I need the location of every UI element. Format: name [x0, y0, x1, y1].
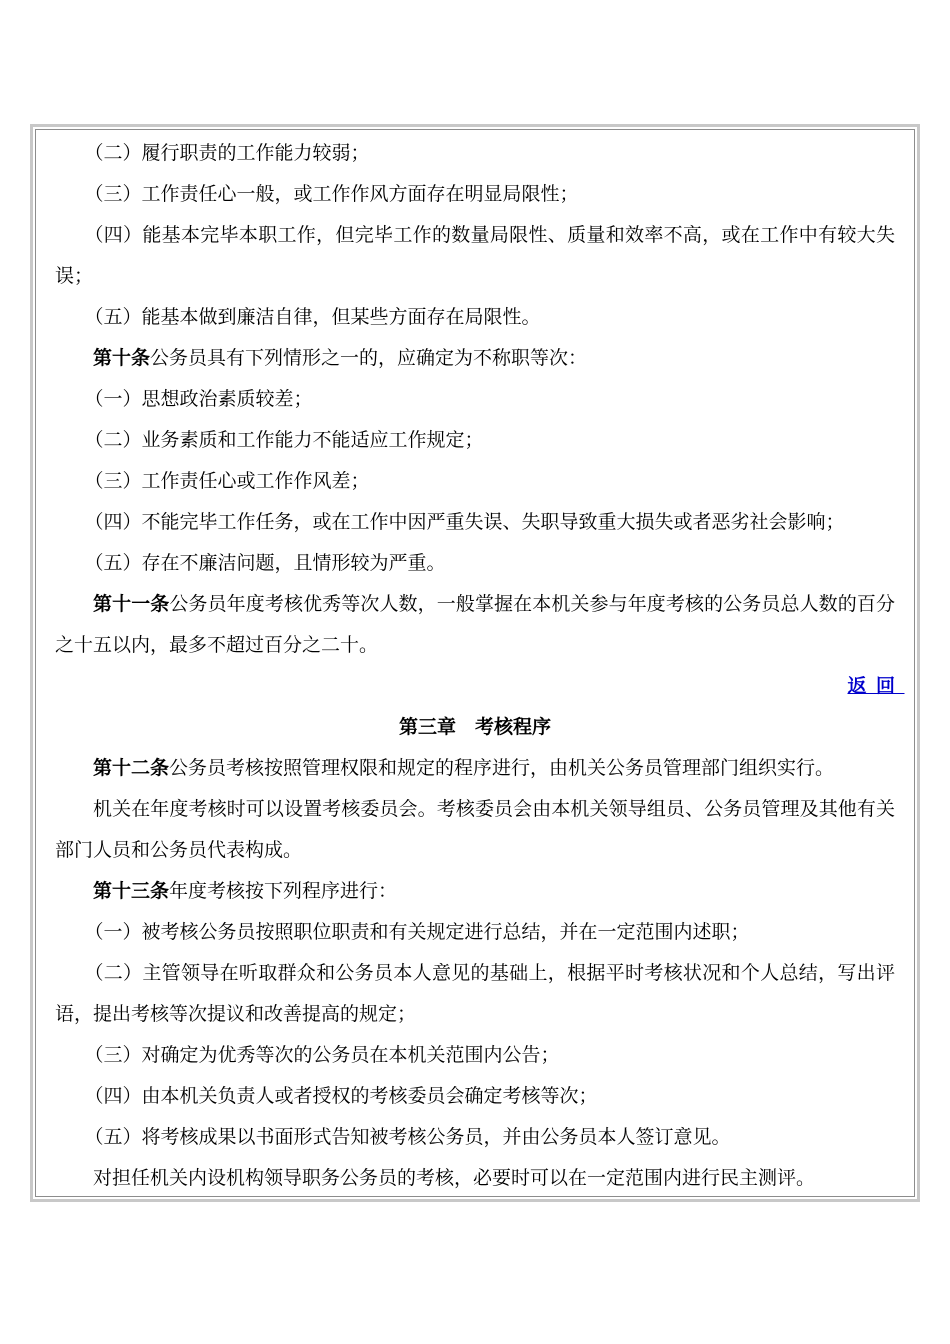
list-item: （二）业务素质和工作能力不能适应工作规定；: [84, 429, 484, 451]
list-item: （四）由本机关负责人或者授权的考核委员会确定考核等次；: [84, 1085, 598, 1107]
list-item: （三）工作责任心或工作作风差；: [84, 470, 370, 492]
list-item: （五）将考核成果以书面形式告知被考核公务员，并由公务员本人签订意见。: [84, 1126, 731, 1148]
article-text: 公务员考核按照管理权限和规定的程序进行，由机关公务员管理部门组织实行。: [169, 757, 835, 779]
article-heading: 第十一条: [93, 593, 170, 615]
chapter-title: 第三章 考核程序: [398, 716, 551, 738]
list-item: （二）主管领导在听取群众和公务员本人意见的基础上，根据平时考核状况和个人总结，写出评语，提出考核等次提议和改善提高的规定；: [55, 962, 895, 1025]
list-item: （四）不能完毕工作任务，或在工作中因严重失误、失职导致重大损失或者恶劣社会影响；: [84, 511, 845, 533]
list-item: （四）能基本完毕本职工作，但完毕工作的数量局限性、质量和效率不高，或在工作中有较大失误；: [55, 224, 895, 287]
list-item: （一）思想政治素质较差；: [84, 388, 313, 410]
back-link[interactable]: 返回: [847, 675, 905, 697]
final-paragraph: 对担任机关内设机构领导职务公务员的考核，必要时可以在一定范围内进行民主测评。: [93, 1167, 816, 1189]
article-text: 公务员具有下列情形之一的，应确定为不称职等次：: [150, 347, 588, 369]
list-item: （三）对确定为优秀等次的公务员在本机关范围内公告；: [84, 1044, 560, 1066]
article-12: [55, 748, 895, 789]
list-item: （二）履行职责的工作能力较弱；: [84, 142, 370, 164]
article-text: 公务员年度考核优秀等次人数，一般掌握在本机关参与年度考核的公务员总人数的百分之十五以内，最多不超过百分之二十。: [55, 593, 895, 656]
back-link-row: [55, 666, 905, 707]
list-item: （三）工作责任心一般，或工作作风方面存在明显局限性；: [84, 183, 579, 205]
article-11: [55, 584, 895, 666]
list-item: （五）能基本做到廉洁自律，但某些方面存在局限性。: [84, 306, 541, 328]
article-text: 年度考核按下列程序进行：: [169, 880, 398, 902]
article-13: [55, 871, 895, 912]
document-body: [55, 133, 905, 1199]
article-10: [55, 338, 895, 379]
list-item: （一）被考核公务员按照职位职责和有关规定进行总结，并在一定范围内述职；: [84, 921, 750, 943]
article-heading: 第十条: [93, 347, 151, 369]
article-heading: 第十三条: [93, 880, 170, 902]
list-item: （五）存在不廉洁问题，且情形较为严重。: [84, 552, 446, 574]
article-heading: 第十二条: [93, 757, 170, 779]
committee-paragraph: 机关在年度考核时可以设置考核委员会。考核委员会由本机关领导组员、公务员管理及其他有关部门人员和公务员代表构成。: [55, 798, 895, 861]
